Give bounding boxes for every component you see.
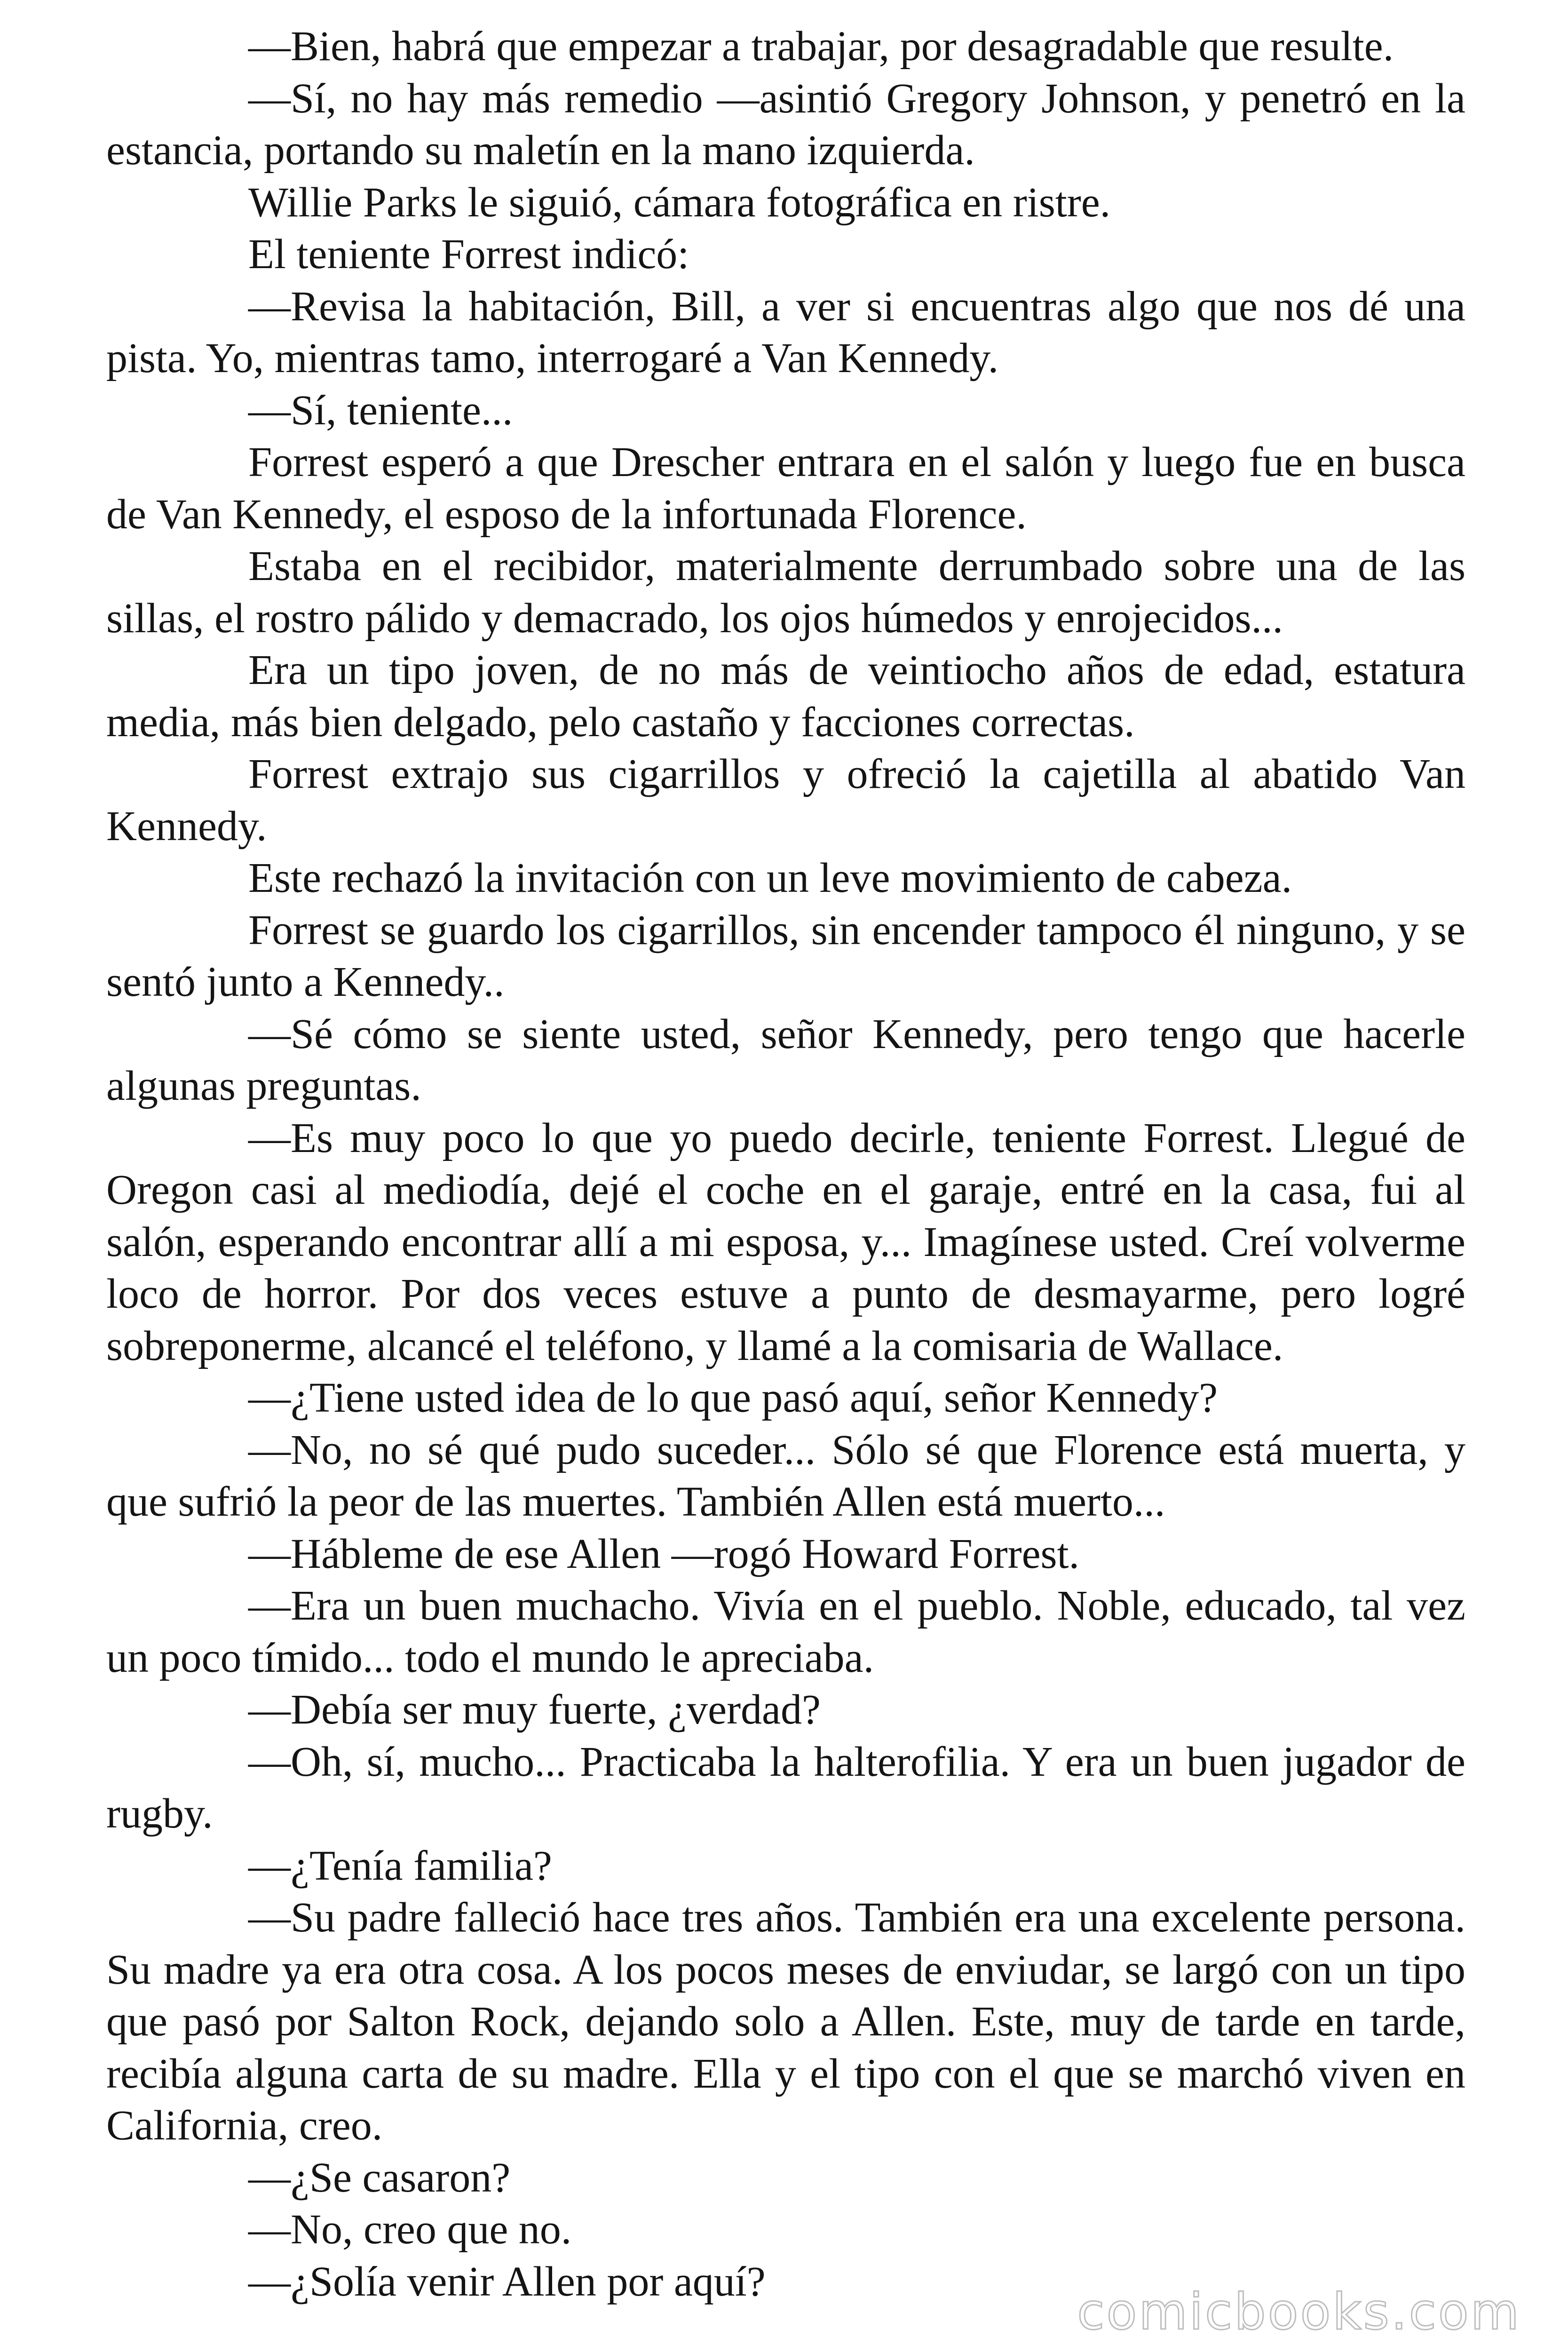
paragraph: Forrest esperó a que Drescher entrara en el salón y luego fue en busca de Van Kennedy, el esposo de la infortunada Florence. [106, 439, 1465, 538]
page-text [106, 21, 1465, 2308]
paragraph: Forrest extrajo sus cigarrillos y ofreció la cajetilla al abatido Van Kennedy. [106, 751, 1465, 850]
paragraph: —Era un buen muchacho. Vivía en el pueblo. Noble, educado, tal vez un poco tímido... todo el mundo le apreciaba. [106, 1582, 1465, 1681]
paragraph: —Sí, no hay más remedio —asintió Gregory Johnson, y penetró en la estancia, portando su maletín en la mano izquierda. [106, 75, 1465, 174]
paragraph: El teniente Forrest indicó: [248, 231, 689, 278]
paragraph: —¿Tenía familia? [248, 1842, 552, 1889]
paragraph: Estaba en el recibidor, materialmente derrumbado sobre una de las sillas, el rostro pálido y demacrado, los ojos húmedos y enrojecidos... [106, 543, 1465, 642]
paragraph: —¿Tiene usted idea de lo que pasó aquí, señor Kennedy? [248, 1375, 1218, 1421]
paragraph: —¿Solía venir Allen por aquí? [248, 2258, 766, 2305]
paragraph: —Bien, habrá que empezar a trabajar, por desagradable que resulte. [248, 23, 1394, 70]
paragraph: —No, creo que no. [248, 2206, 572, 2253]
paragraph: —Hábleme de ese Allen —rogó Howard Forrest. [248, 1530, 1080, 1577]
watermark: comicbooks.com [1077, 2283, 1521, 2341]
paragraph: Forrest se guardo los cigarrillos, sin encender tampoco él ninguno, y se sentó junto a Kennedy.. [106, 906, 1465, 1005]
paragraph: Este rechazó la invitación con un leve movimiento de cabeza. [248, 855, 1292, 901]
paragraph: —¿Se casaron? [248, 2154, 511, 2201]
paragraph: —Su padre falleció hace tres años. También era una excelente persona. Su madre ya era otra cosa. A los pocos meses de enviudar, se largó con un tipo que pasó por Salton Rock, dejando solo a Allen. Este, muy de tarde en tarde, recibía alguna carta de su madre. Ella y el tipo con el que se marchó viven en California, creo. [106, 1894, 1465, 2149]
paragraph: —Revisa la habitación, Bill, a ver si encuentras algo que nos dé una pista. Yo, mientras tamo, interrogaré a Van Kennedy. [106, 283, 1465, 381]
paragraph: Era un tipo joven, de no más de veintiocho años de edad, estatura media, más bien delgado, pelo castaño y facciones correctas. [106, 647, 1465, 746]
paragraph: —No, no sé qué pudo suceder... Sólo sé que Florence está muerta, y que sufrió la peor de las muertes. También Allen está muerto... [106, 1426, 1465, 1525]
paragraph: —Sí, teniente... [248, 387, 513, 434]
paragraph: —Sé cómo se siente usted, señor Kennedy, pero tengo que hacerle algunas preguntas. [106, 1010, 1465, 1109]
paragraph: Willie Parks le siguió, cámara fotográfica en ristre. [248, 179, 1111, 226]
paragraph: —Es muy poco lo que yo puedo decirle, teniente Forrest. Llegué de Oregon casi al mediodía, dejé el coche en el garaje, entré en la casa, fui al salón, esperando encontrar allí a mi esposa, y... Imagínese usted. Creí volverme loco de horror. Por dos veces estuve a punto de desmayarme, pero logré sobreponerme, alcancé el teléfono, y llamé a la comisaria de Wallace. [106, 1114, 1465, 1369]
paragraph: —Oh, sí, mucho... Practicaba la halterofilia. Y era un buen jugador de rugby. [106, 1738, 1465, 1837]
paragraph: —Debía ser muy fuerte, ¿verdad? [248, 1686, 821, 1733]
